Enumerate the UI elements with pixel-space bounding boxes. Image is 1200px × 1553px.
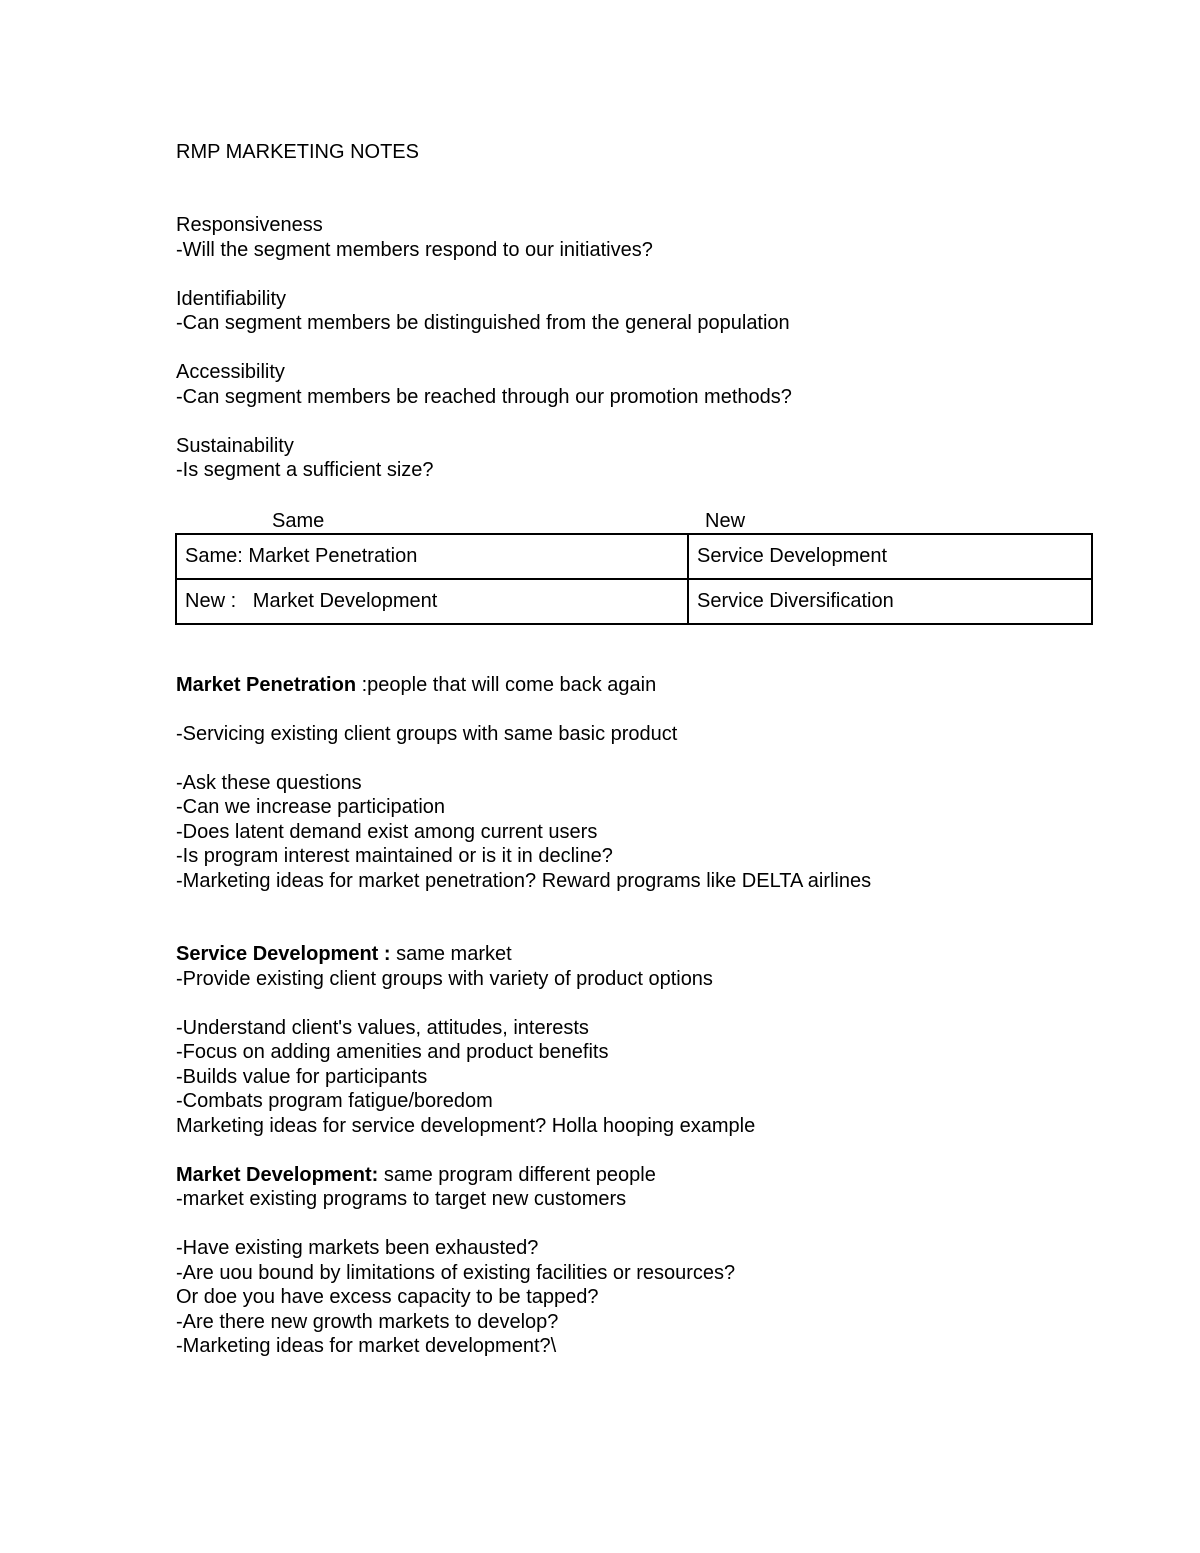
spacer <box>176 165 1096 190</box>
list-item: -Marketing ideas for market development?\ <box>176 1335 557 1357</box>
spacer <box>176 918 1096 943</box>
list-item: -Does latent demand exist among current users <box>176 820 598 843</box>
list-item: -Are uou bound by limitations of existing facilities or resources? <box>176 1261 736 1284</box>
table-cell: Service Development <box>688 534 1092 579</box>
matrix-header <box>176 507 1096 533</box>
criterion-question: -Is segment a sufficient size? <box>176 459 434 481</box>
criterion-question: -Will the segment members respond to our initiatives? <box>176 238 653 261</box>
matrix-header-new: New <box>705 509 746 532</box>
section-market-development <box>176 1163 1096 1359</box>
criterion-term: Identifiability <box>176 287 287 310</box>
growth-matrix-table <box>175 533 1093 625</box>
spacer <box>176 746 1096 771</box>
list-item: -Combats program fatigue/boredom <box>176 1090 493 1112</box>
spacer <box>176 262 1096 287</box>
section-description: same market <box>390 943 512 965</box>
section-line: -Provide existing client groups with variety of product options <box>176 967 713 990</box>
list-item: -Have existing markets been exhausted? <box>176 1237 539 1259</box>
list-item: Or doe you have excess capacity to be tapped? <box>176 1286 599 1308</box>
section-line: -market existing programs to target new customers <box>176 1188 627 1210</box>
section-heading-line <box>176 673 1096 698</box>
table-row <box>176 579 1092 624</box>
list-item: Marketing ideas for service development? Holla hooping example <box>176 1114 756 1137</box>
section-heading: Market Development: <box>176 1163 379 1186</box>
section-heading-line <box>176 1163 1096 1188</box>
list-item: -Marketing ideas for market penetration? Reward programs like DELTA airlines <box>176 869 872 892</box>
criterion-term: Sustainability <box>176 434 294 457</box>
document-title: RMP MARKETING NOTES <box>176 141 419 163</box>
spacer <box>176 991 1096 1016</box>
list-item: -Ask these questions <box>176 771 362 794</box>
list-item: -Is program interest maintained or is it in decline? <box>176 845 613 867</box>
criterion-responsiveness <box>176 213 1096 262</box>
table-cell: Same: Market Penetration <box>176 534 688 579</box>
section-market-penetration <box>176 673 1096 894</box>
section-heading-line <box>176 942 1096 967</box>
section-line: -Servicing existing client groups with same basic product <box>176 722 678 745</box>
criterion-identifiability <box>176 287 1096 336</box>
list-item: -Focus on adding amenities and product benefits <box>176 1041 609 1063</box>
spacer <box>176 697 1096 722</box>
criterion-sustainability <box>176 434 1096 483</box>
spacer <box>176 336 1096 361</box>
table-cell: New : Market Development <box>176 579 688 624</box>
document-page <box>176 140 1096 1359</box>
criterion-accessibility <box>176 360 1096 409</box>
spacer <box>176 409 1096 434</box>
spacer <box>176 625 1096 673</box>
section-description: :people that will come back again <box>356 673 657 696</box>
spacer <box>176 893 1096 918</box>
section-service-development <box>176 942 1096 1138</box>
spacer <box>176 1138 1096 1163</box>
spacer <box>176 1212 1096 1237</box>
criterion-question: -Can segment members be reached through our promotion methods? <box>176 385 792 408</box>
section-description: same program different people <box>378 1163 656 1186</box>
list-item: -Understand client's values, attitudes, interests <box>176 1016 589 1039</box>
matrix-header-same: Same <box>272 509 325 532</box>
section-heading: Market Penetration <box>176 673 357 696</box>
list-item: -Can we increase participation <box>176 796 446 818</box>
list-item: -Are there new growth markets to develop? <box>176 1310 559 1333</box>
criterion-term: Responsiveness <box>176 214 323 236</box>
section-heading: Service Development : <box>176 943 391 965</box>
criterion-question: -Can segment members be distinguished from the general population <box>176 312 790 334</box>
criterion-term: Accessibility <box>176 361 285 383</box>
table-row <box>176 534 1092 579</box>
table-cell: Service Diversification <box>688 579 1092 624</box>
spacer <box>176 189 1096 213</box>
list-item: -Builds value for participants <box>176 1065 428 1088</box>
